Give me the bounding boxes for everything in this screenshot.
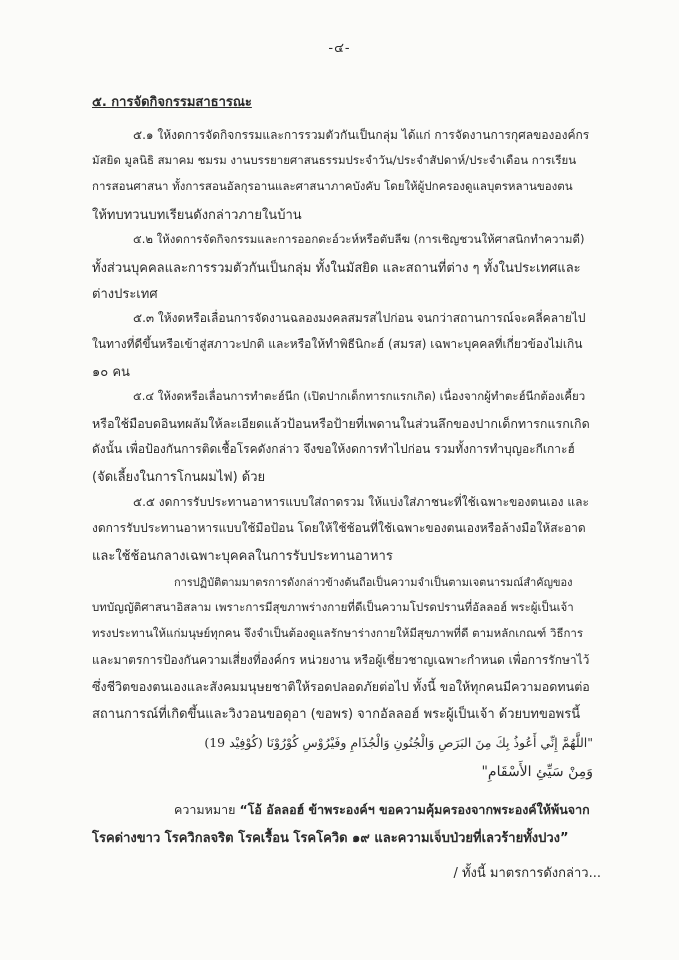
closing-line-2: บทบัญญัติศาสนาอิสลาม เพราะการมีสุขภาพร่างกายที่ดีเป็นความโปรดปรานที่อัลลอฮ์ พระผู้เป็นเจ้า: [92, 600, 574, 614]
meaning-line-1: [174, 800, 590, 820]
meaning-text-1: “โอ้ อัลลอฮ์ ข้าพระองค์ฯ ขอความคุ้มครองจากพระองค์ให้พ้นจาก: [239, 802, 590, 817]
closing-line-1: การปฏิบัติตามมาตรการดังกล่าวข้างต้นถือเป็นความจำเป็นตามเจตนารมณ์สำคัญของ: [174, 576, 573, 589]
item-5-4-line-2: หรือใช้มือบดอินทผลัมให้ละเอียดแล้วป้อนหรือป้ายที่เพดานในส่วนลึกของปากเด็กทารกแรกเกิด: [92, 416, 590, 431]
item-5-5-line-2: งดการรับประทานอาหารแบบใช้มือป้อน โดยให้ใช้ช้อนที่ใช้เฉพาะของตนเองหรือล้างมือให้สะอาด: [92, 521, 586, 535]
closing-line-4: และมาตรการป้องกันความเสี่ยงที่องค์กร หน่วยงาน หรือผู้เชี่ยวชาญเฉพาะกำหนด เพื่อการรักษาไว้: [92, 653, 590, 667]
prayer-arabic-line-1: "اللَّهُمَّ إِنِّي أَعُوذُ بِكَ مِنَ البَرَصِ وَالْجُنُونِ وَالْجُذَامِ وفَيْرُوْسِ كُوْرُوْنَا (كُوْفِيْد 19): [204, 735, 593, 750]
item-5-4-line-3: ดังนั้น เพื่อป้องกันการติดเชื้อโรคดังกล่าว จึงขอให้งดการทำไปก่อน รวมทั้งการทำบุญอะกีเกาะฮ์: [92, 442, 575, 456]
item-5-5-line-1: ๕.๕ งดการรับประทานอาหารแบบใส่ถาดรวม ให้แบ่งใส่ภาชนะที่ใช้เฉพาะของตนเอง และ: [133, 495, 589, 509]
item-5-3-line-3: ๑๐ คน: [92, 365, 130, 380]
item-5-4-line-4: (จัดเลี้ยงในการโกนผมไฟ) ด้วย: [92, 470, 266, 485]
item-5-3-line-2: ในทางที่ดีขึ้นหรือเข้าสู่สภาวะปกติ และหรือให้ทำพิธีนิกะฮ์ (สมรส) เฉพาะบุคคลที่เกี่ยวข้องไม่เกิน: [92, 337, 583, 351]
section-heading: ๕. การจัดกิจกรรมสาธารณะ: [92, 95, 252, 110]
meaning-label: ความหมาย: [174, 802, 236, 817]
closing-line-6: สถานการณ์ที่เกิดขึ้นและวิงวอนขอดุอา (ขอพร) จากอัลลอฮ์ พระผู้เป็นเจ้า ด้วยบทขอพรนี้: [92, 707, 581, 722]
item-5-3-line-1: ๕.๓ ให้งดหรือเลื่อนการจัดงานฉลองมงคลสมรสไปก่อน จนกว่าสถานการณ์จะคลี่คลายไป: [133, 311, 586, 325]
continuation-note: / ทั้งนี้ มาตรการดังกล่าว...: [453, 866, 601, 881]
item-5-5-line-3: และใช้ช้อนกลางเฉพาะบุคคลในการรับประทานอาหาร: [92, 549, 393, 564]
meaning-text-2: โรคด่างขาว โรควิกลจริต โรคเรื้อน โรคโควิด ๑๙ และความเจ็บป่วยที่เลวร้ายทั้งปวง”: [92, 831, 569, 846]
item-5-2-line-1: ๕.๒ ให้งดการจัดกิจกรรมและการออกดะอ์วะห์หรือตับลีฆ (การเชิญชวนให้ศาสนิกทำความดี): [133, 232, 585, 246]
item-5-2-line-2: ทั้งส่วนบุคคลและการรวมตัวกันเป็นกลุ่ม ทั้งในมัสยิด และสถานที่ต่าง ๆ ทั้งในประเทศและ: [92, 261, 581, 276]
page-number: -๔-: [328, 41, 351, 56]
item-5-1-line-4: ให้ทบทวนบทเรียนดังกล่าวภายในบ้าน: [92, 208, 302, 223]
item-5-1-line-1: ๕.๑ ให้งดการจัดกิจกรรมและการรวมตัวกันเป็นกลุ่ม ได้แก่ การจัดงานการกุศลขององค์กร: [133, 128, 590, 142]
closing-line-3: ทรงประทานให้แก่มนุษย์ทุกคน จึงจำเป็นต้องดูแลรักษาร่างกายให้มีสุขภาพที่ดี ตามหลักเกณฑ์ วิธีการ: [92, 626, 584, 640]
item-5-2-line-3: ต่างประเทศ: [92, 287, 158, 302]
closing-line-5: ซึ่งชีวิตของตนเองและสังคมมนุษยชาติให้รอดปลอดภัยต่อไป ทั้งนี้ ขอให้ทุกคนมีความอดทนต่อ: [92, 679, 590, 694]
item-5-1-line-2: มัสยิด มูลนิธิ สมาคม ชมรม งานบรรยายศาสนธรรมประจำวัน/ประจำสัปดาห์/ประจำเดือน การเรียน: [92, 153, 577, 167]
prayer-arabic-line-2: وَمِنْ سَيِّئِ الأَسْقَامِ": [481, 764, 593, 780]
item-5-4-line-1: ๕.๔ ให้งดหรือเลื่อนการทำตะฮ์นีก (เปิดปากเด็กทารกแรกเกิด) เนื่องจากผู้ทำตะฮ์นีกต้องเคี้ยว: [133, 389, 586, 403]
item-5-1-line-3: การสอนศาสนา ทั้งการสอนอัลกุรอานและศาสนาภาคบังคับ โดยให้ผู้ปกครองดูแลบุตรหลานของตน: [92, 179, 573, 193]
